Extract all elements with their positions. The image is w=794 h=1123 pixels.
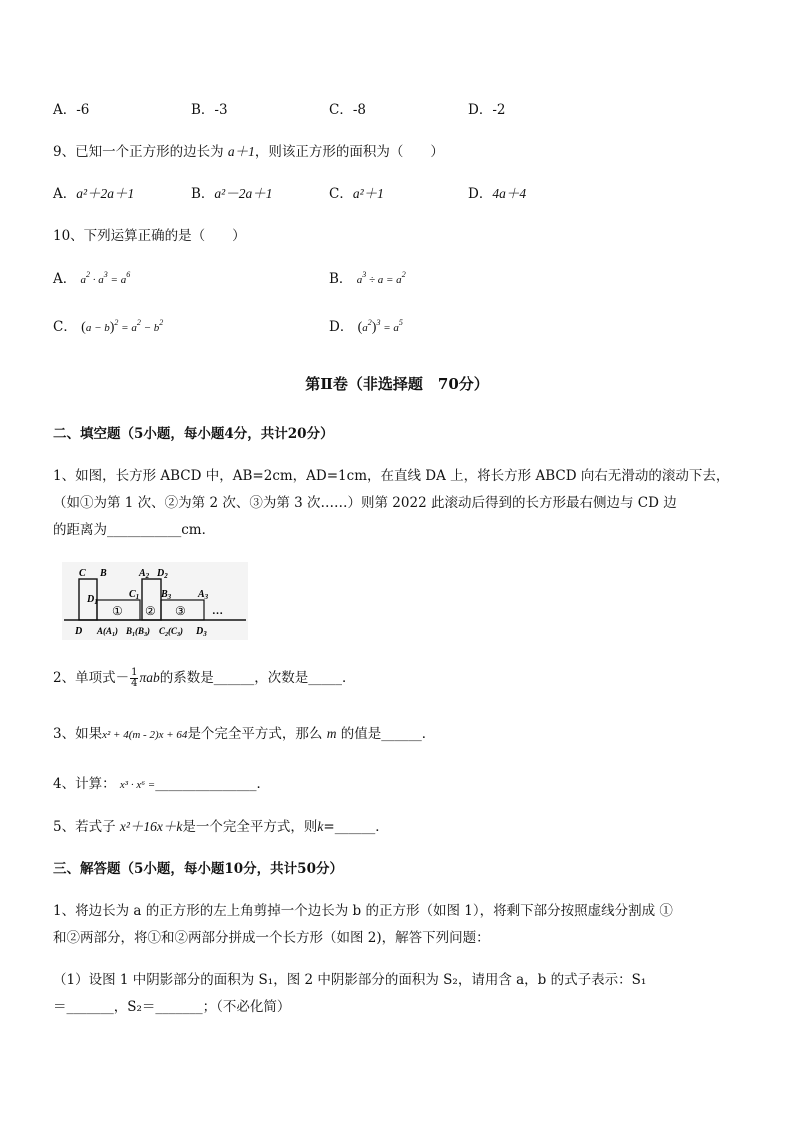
solve1-s2-blank[interactable]: _______ [155, 999, 203, 1015]
q10-option-c-label: C． [53, 319, 77, 335]
solve1-line4 [53, 998, 290, 1016]
q10-option-a[interactable] [53, 270, 130, 289]
label-c3-sub: 3 [177, 632, 181, 638]
fill5-blank[interactable]: ______ [334, 819, 376, 835]
q9-option-a[interactable] [53, 185, 134, 203]
q9-stem-var: a＋1 [227, 144, 255, 159]
label-d3-sub: 3 [203, 630, 207, 638]
label-b1-letter: B [126, 626, 133, 636]
q9-option-b-expr: a²－2a＋1 [214, 186, 273, 201]
label-a3-sub: 3 [204, 593, 209, 601]
label-b1-close: ) [147, 626, 151, 636]
label-a-a1-sub: 1 [112, 632, 116, 638]
circle-3: ③ [175, 604, 186, 618]
fill2-blank2[interactable]: _____ [308, 670, 342, 686]
q10-option-d-expr: $(a^2)^3 = a^5$ [357, 318, 403, 335]
label-d2-sub: 2 [164, 572, 168, 580]
fill2-mid: 的系数是 [159, 670, 214, 686]
q10-option-a-label: A． [53, 271, 77, 287]
q9-option-a-expr: a²＋2a＋1 [76, 186, 135, 201]
label-b: B [100, 568, 107, 579]
rolling-rectangle-figure [62, 562, 248, 640]
q9-option-d-expr: 4a＋4 [492, 186, 527, 201]
q9-option-b-label: B． [191, 186, 215, 202]
fill3-blank[interactable]: ______ [381, 726, 422, 742]
q10-option-c-expr: $(a - b)^2 = a^2 - b^2$ [81, 318, 164, 335]
q9-stem-suffix: ，则该正方形的面积为（ ） [254, 144, 444, 160]
q9-option-c-label: C． [329, 186, 353, 202]
fill2-blank1[interactable]: ______ [213, 670, 255, 686]
fill2-prefix: 2、单项式 [53, 670, 116, 686]
fill1-answer-blank[interactable]: ___________ [107, 522, 182, 538]
fill2-end: ． [341, 670, 356, 686]
label-a-a1-close: ) [115, 626, 119, 636]
q10-option-c[interactable] [53, 318, 163, 337]
fill5-prefix: 5、若式子 [53, 819, 116, 835]
label-b3-bottom-letter: B [138, 626, 145, 636]
label-d: D [75, 626, 83, 637]
label-b1-open: ( [135, 626, 139, 636]
circle-1: ① [112, 604, 123, 618]
fill1-line3-suffix: cm． [181, 522, 216, 538]
label-c3-letter: C [171, 626, 178, 636]
q10-option-b-label: B． [329, 271, 353, 287]
solve1-line4-prefix: ＝ [53, 999, 67, 1015]
fill2-frac-num: 1 [131, 667, 138, 678]
fill1-line3 [53, 521, 215, 539]
solve1-line4-suffix: ；（不必化简） [202, 999, 291, 1015]
solve1-line3: （1）设图 1 中阴影部分的面积为 S₁，图 2 中阴影部分的面积为 S₂，请用含 a，b 的式子表示：S₁ [53, 972, 647, 988]
q10-stem: 10、下列运算正确的是（ ） [53, 228, 246, 244]
q10-option-d[interactable] [329, 318, 403, 337]
label-a-a1-text: A(A [97, 626, 113, 636]
fill3-mid: 是个完全平方式，那么 [187, 726, 323, 742]
label-c2-close: ) [180, 626, 184, 636]
label-a3-letter: A [198, 589, 205, 600]
q8-option-d[interactable]: D．-2 [468, 102, 506, 118]
label-d3-letter: D [196, 626, 204, 637]
q10-option-a-expr: $a^2 \cdot a^3 = a^6$ [80, 270, 131, 286]
fill4-blank[interactable]: _______________ [155, 776, 257, 792]
fill1-line3-prefix: 的距离为 [53, 522, 107, 538]
fill5-eq: = [323, 819, 335, 835]
fill5-line [53, 818, 389, 836]
fill3-var: m [326, 726, 337, 741]
fill5-mid: 是一个完全平方式，则 [182, 819, 318, 835]
part2-title: 第Ⅱ卷（非选择题 70分） [305, 375, 489, 393]
q9-option-a-label: A． [53, 186, 77, 202]
fill1-line1: 1、如图，长方形 ABCD 中，AB=2cm，AD=1cm，在直线 DA 上，将长方形 ABCD 向右无滑动的滚动下去， [53, 468, 730, 484]
q10-option-b[interactable] [329, 270, 406, 289]
label-d1-letter: D [87, 594, 95, 605]
fill1-line2: （如①为第 1 次、②为第 2 次、③为第 3 次……）则第 2022 此滚动后得到的长方形最右侧边与 CD 边 [53, 495, 677, 511]
label-c2-open: ( [168, 626, 172, 636]
label-a2-sub: 2 [145, 572, 150, 580]
q8-option-b[interactable]: B．-3 [191, 102, 228, 118]
fill2-fraction [130, 668, 138, 689]
fill2-frac-den: 4 [131, 678, 138, 689]
q8-option-c[interactable]: C．-8 [329, 102, 366, 118]
q9-option-b[interactable] [191, 185, 272, 203]
fill4-line [53, 775, 270, 794]
fill3-expr: x² + 4(m - 2)x + 64 [102, 729, 188, 741]
q9-option-d[interactable] [468, 185, 526, 203]
fill2-expr: πab [139, 670, 160, 685]
label-b3-sub: 3 [167, 593, 172, 601]
label-a2-letter: A [139, 568, 146, 579]
circle-2: ② [145, 604, 156, 618]
label-c1-letter: C [129, 589, 136, 600]
q9-option-d-label: D． [468, 186, 493, 202]
fill3-end: ． [421, 726, 436, 742]
label-d1-sub: 1 [94, 598, 98, 606]
fill5-expr: x²＋16x＋k [119, 819, 183, 834]
fill3-line [53, 725, 435, 744]
section3-title: 三、解答题（5小题，每小题10分，共计50分） [53, 861, 343, 877]
q9-stem-prefix: 9、已知一个正方形的边长为 [53, 144, 224, 160]
solve1-line1: 1、将边长为 a 的正方形的左上角剪掉一个边长为 b 的正方形（如图 1），将剩下部分按照虚线分割成 ① [53, 903, 673, 919]
fill2-sep: ，次数是 [254, 670, 309, 686]
solve1-s1-blank[interactable]: _______ [66, 999, 114, 1015]
label-b3-letter: B [161, 589, 168, 600]
q8-option-a[interactable]: A．-6 [53, 102, 90, 118]
label-c1-sub: 1 [135, 593, 140, 601]
label-c: C [79, 568, 86, 579]
q9-option-c-expr: a²＋1 [352, 186, 384, 201]
solve1-line4-mid: ，S₂＝ [113, 999, 156, 1015]
fill2-line [53, 668, 355, 689]
fill4-end: ． [256, 776, 270, 792]
fill4-expr: x³ · x⁶ = [119, 779, 156, 791]
fill3-prefix: 3、如果 [53, 726, 103, 742]
label-c2-sub: 2 [165, 632, 169, 638]
fill3-suffix: 的值是 [340, 726, 382, 742]
q9-option-c[interactable] [329, 185, 384, 203]
solve1-line2: 和②两部分，将①和②两部分拼成一个长方形（如图 2)，解答下列问题： [53, 930, 490, 946]
label-c2-letter: C [159, 626, 166, 636]
label-b3-bottom-sub: 3 [144, 632, 148, 638]
section2-title: 二、填空题（5小题，每小题4分，共计20分） [53, 426, 334, 442]
label-d2-letter: D [157, 568, 165, 579]
fill4-prefix: 4、计算： [53, 776, 116, 792]
fill2-minus: － [115, 670, 130, 686]
continuation-dots: … [212, 605, 223, 617]
label-b1-sub: 1 [132, 632, 136, 638]
q10-option-b-expr: $a^3 \div a = a^2$ [356, 270, 406, 286]
q10-option-d-label: D． [329, 319, 354, 335]
q9-stem [53, 143, 444, 161]
fill5-var: k [317, 819, 324, 834]
fill5-end: ． [375, 819, 389, 835]
